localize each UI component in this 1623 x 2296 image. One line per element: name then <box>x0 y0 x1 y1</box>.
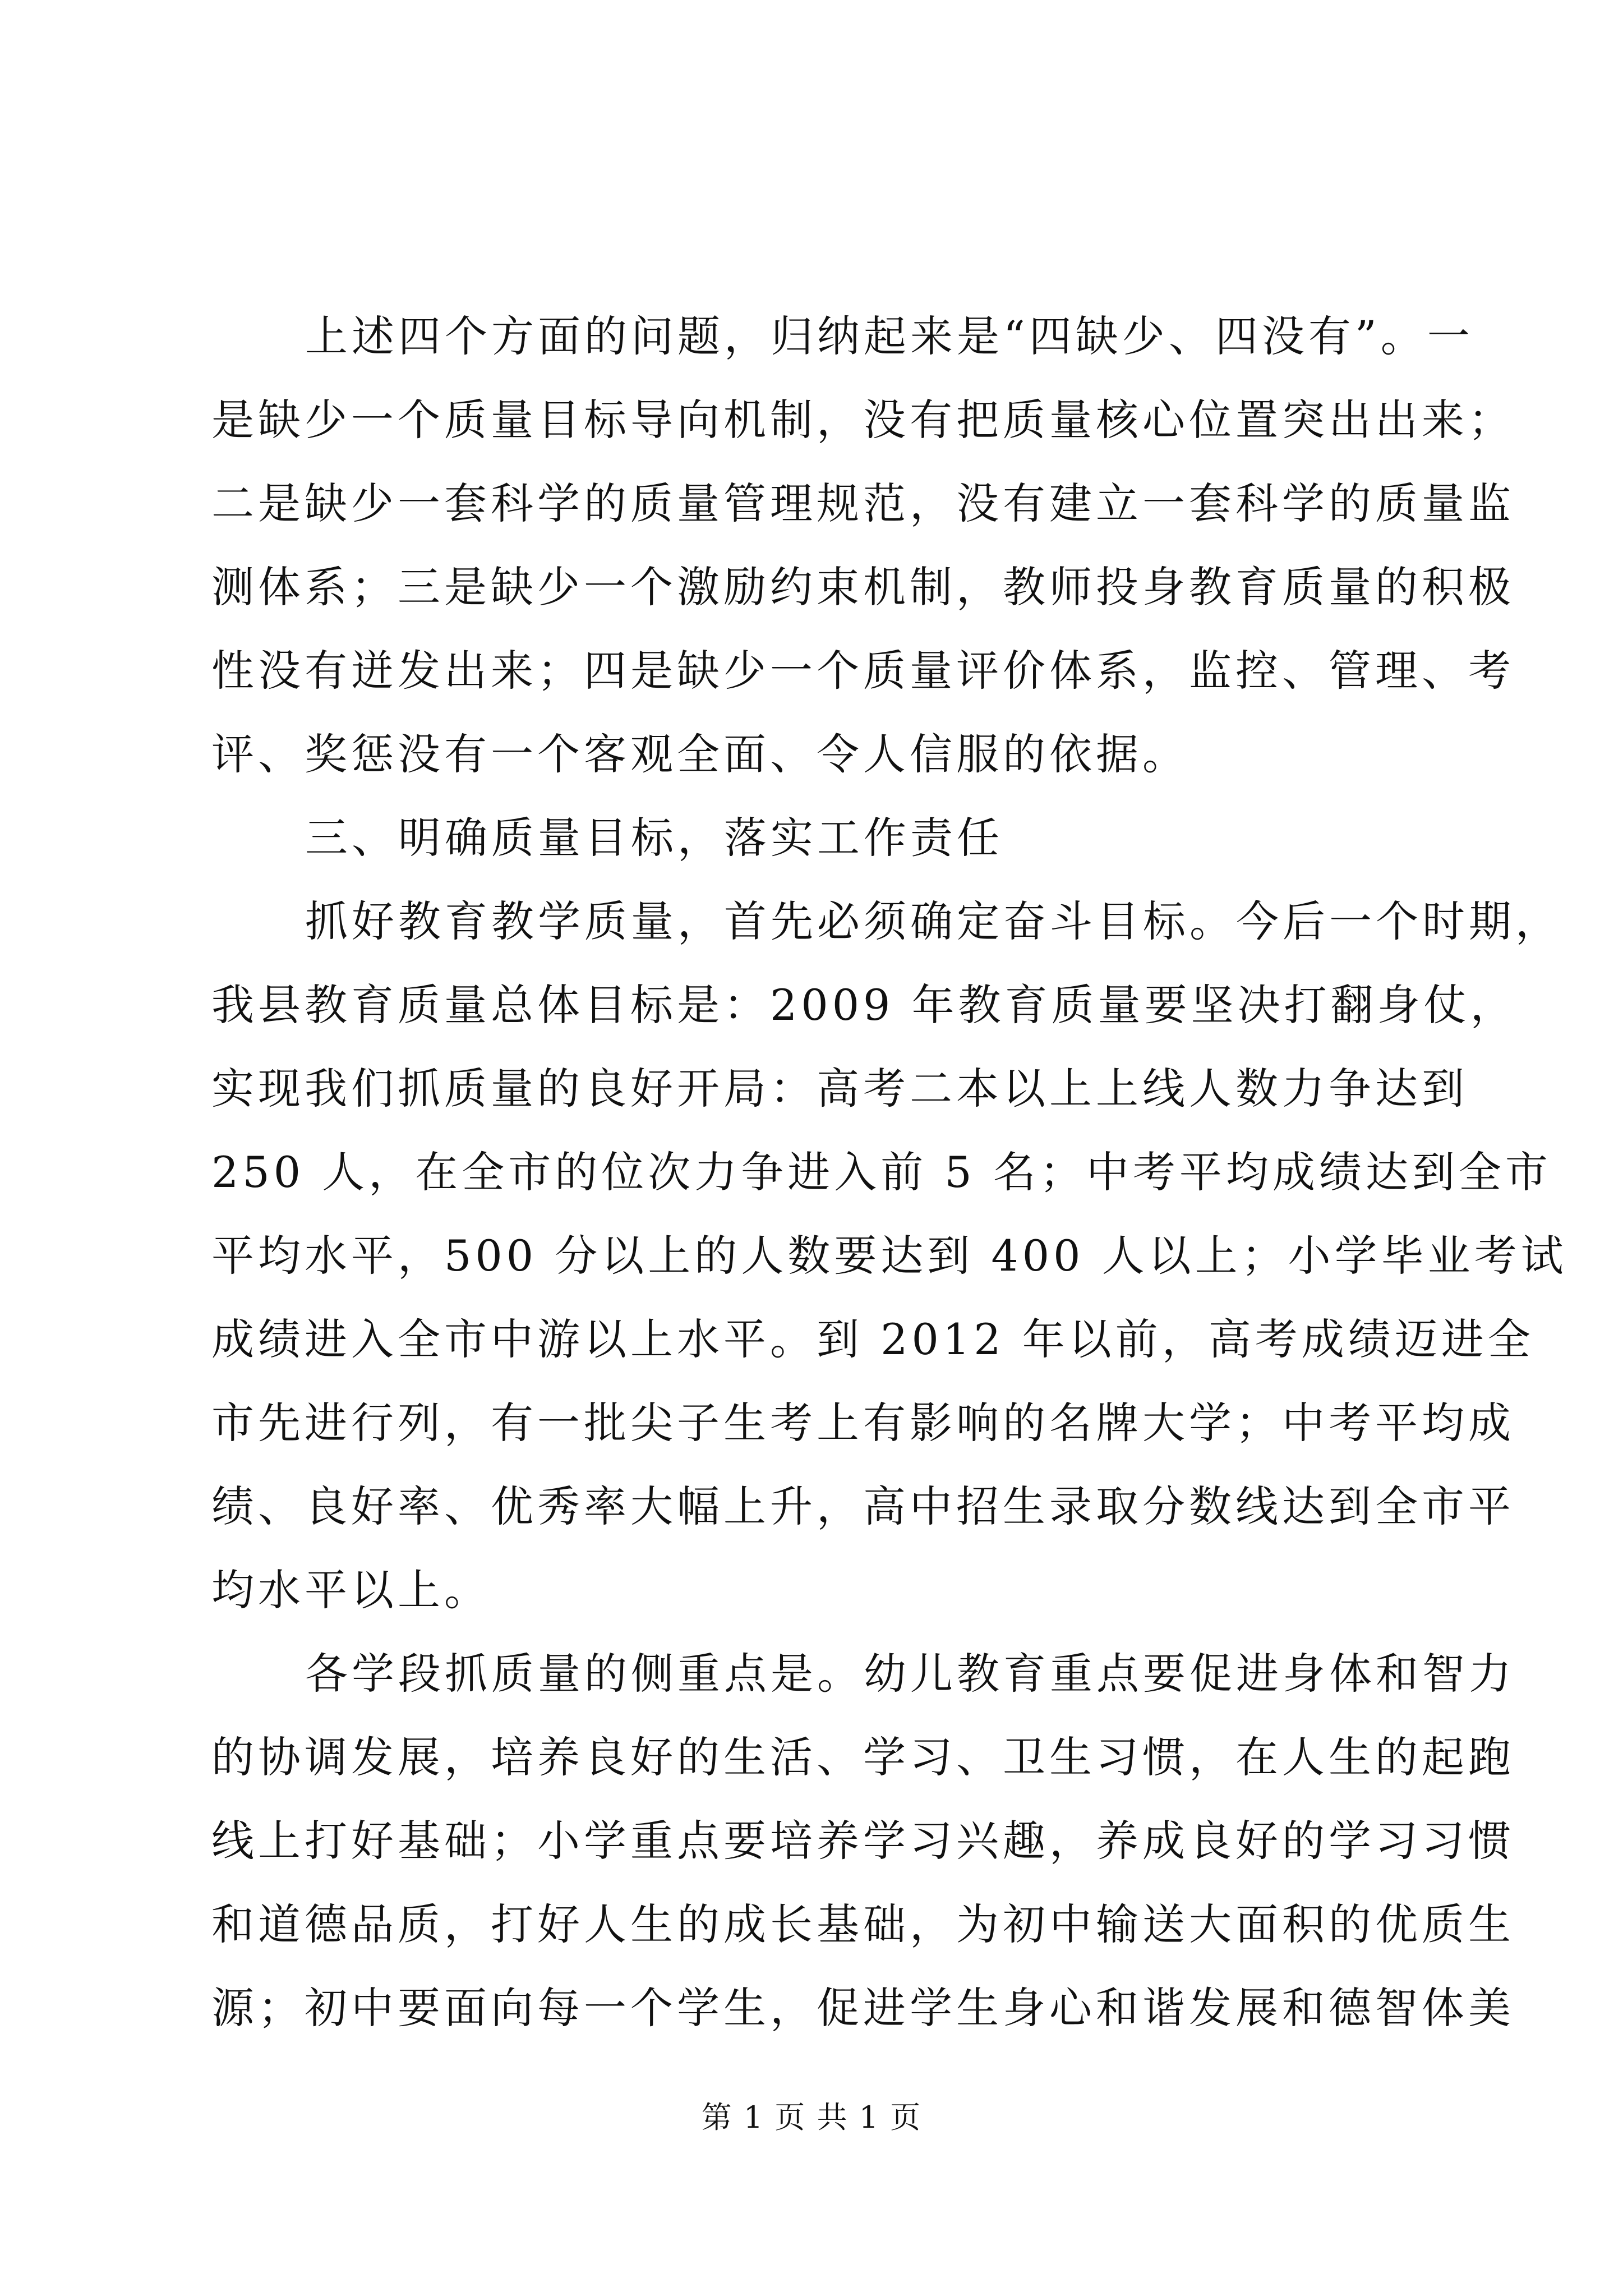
paragraph-line: 评、奖惩没有一个客观全面、令人信服的依据。 <box>211 729 1189 779</box>
paragraph-line: 250 人，在全市的位次力争进入前 5 名；中考平均成绩达到全市 <box>211 1147 1552 1197</box>
paragraph-line: 和道德品质，打好人生的成长基础，为初中输送大面积的优质生 <box>211 1899 1515 1949</box>
paragraph-line: 平均水平，500 分以上的人数要达到 400 人以上；小学毕业考试 <box>211 1231 1567 1281</box>
paragraph-line: 的协调发展，培养良好的生活、学习、卫生习惯，在人生的起跑 <box>211 1732 1515 1782</box>
paragraph-line: 市先进行列，有一批尖子生考上有影响的名牌大学；中考平均成 <box>211 1398 1515 1448</box>
section-heading: 三、明确质量目标，落实工作责任 <box>305 813 1003 863</box>
paragraph-line: 均水平以上。 <box>211 1565 491 1615</box>
paragraph-line: 绩、良好率、优秀率大幅上升，高中招生录取分数线达到全市平 <box>211 1481 1515 1531</box>
page-number-footer: 第 1 页 共 1 页 <box>701 2100 922 2135</box>
paragraph-line: 二是缺少一套科学的质量管理规范，没有建立一套科学的质量监 <box>211 478 1515 528</box>
paragraph-line: 是缺少一个质量目标导向机制，没有把质量核心位置突出出来； <box>211 395 1515 445</box>
paragraph-line: 实现我们抓质量的良好开局：高考二本以上上线人数力争达到 <box>211 1064 1468 1114</box>
paragraph-line: 抓好教育教学质量，首先必须确定奋斗目标。今后一个时期， <box>305 896 1562 946</box>
paragraph-line: 源；初中要面向每一个学生，促进学生身心和谐发展和德智体美 <box>211 1983 1515 2033</box>
paragraph-line: 成绩进入全市中游以上水平。到 2012 年以前，高考成绩迈进全 <box>211 1314 1534 1364</box>
paragraph-line: 测体系；三是缺少一个激励约束机制，教师投身教育质量的积极 <box>211 562 1515 612</box>
paragraph-line: 性没有迸发出来；四是缺少一个质量评价体系，监控、管理、考 <box>211 646 1515 696</box>
document-body <box>211 295 1567 2050</box>
paragraph-line: 线上打好基础；小学重点要培养学习兴趣，养成良好的学习习惯 <box>211 1816 1515 1866</box>
paragraph-line: 上述四个方面的问题，归纳起来是“四缺少、四没有”。一 <box>305 311 1474 361</box>
paragraph-line: 各学段抓质量的侧重点是。幼儿教育重点要促进身体和智力 <box>305 1649 1515 1699</box>
paragraph-line: 我县教育质量总体目标是：2009 年教育质量要坚决打翻身仗， <box>211 980 1517 1030</box>
